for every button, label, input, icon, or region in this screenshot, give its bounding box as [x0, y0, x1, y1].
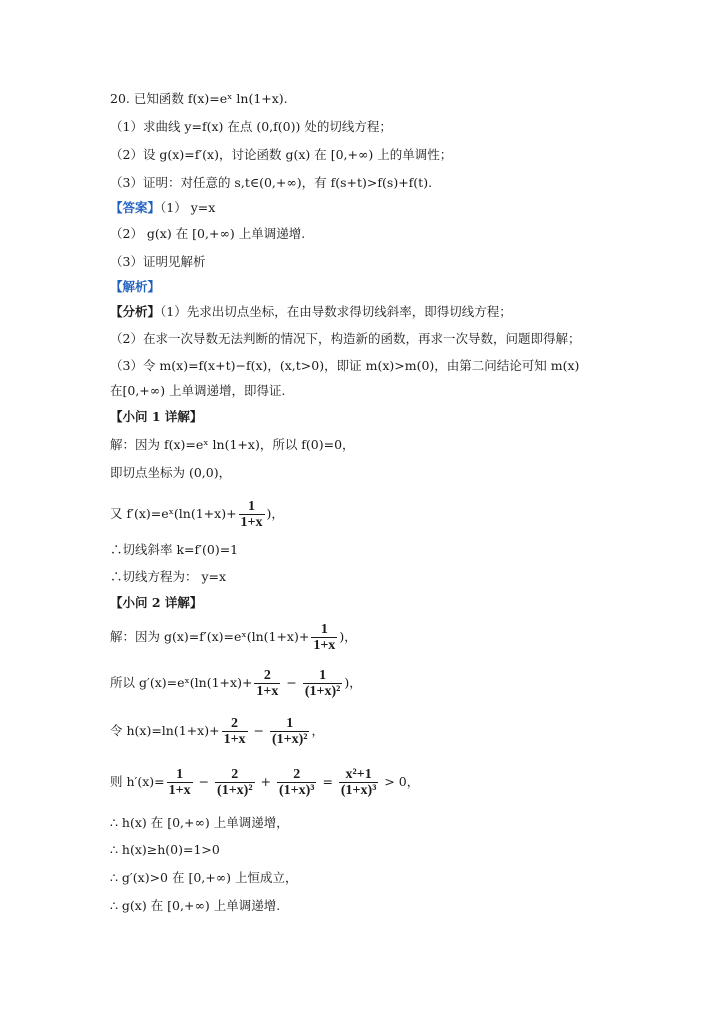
step-2e: ∴ h(x) 在 [0,+∞) 上单调递增，	[110, 815, 289, 830]
question-part-3: （3）证明：对任意的 s,t∈(0,+∞)，有 f(s+t)>f(s)+f(t).	[110, 175, 433, 190]
answer-2: （2） g(x) 在 [0,+∞) 上单调递增.	[110, 226, 306, 241]
step-2g: ∴ g′(x)>0 在 [0,+∞) 上恒成立，	[110, 870, 298, 885]
step-2a-text: 解：因为 g(x)=f′(x)=eˣ(ln(1+x)+	[110, 629, 310, 644]
denominator: 1+x	[313, 638, 336, 653]
answer-3: （3）证明见解析	[110, 254, 206, 269]
answer-tag: 【答案】	[110, 200, 161, 215]
question-part-1: （1）求曲线 y=f(x) 在点 (0,f(0)) 处的切线方程；	[110, 119, 392, 134]
fraction	[254, 668, 280, 699]
denominator: 1+x	[256, 684, 279, 699]
numerator: 1	[248, 499, 256, 514]
analysis-3b: 在[0,+∞) 上单调递增，即得证.	[110, 383, 286, 398]
denominator: (1+x)²	[304, 684, 341, 699]
analysis-3a: （3）令 m(x)=f(x+t)−f(x)，(x,t>0)，即证 m(x)>m(0)，由第二问结论可知 m(x)	[110, 358, 580, 373]
step-2d: 则 h′(x)= $\frac{1}{1+x}$ − $\frac{2}{\text{(1+x)²}}$ + $\frac{2}{\text{(1+x)³}}$ = $\frac{\text{x²+1}}{\text{(1+x)³}}$ > 0，	[110, 767, 420, 798]
numerator: 1	[319, 668, 327, 683]
step-1c-text: 又 f′(x)=eˣ(ln(1+x)+	[110, 506, 237, 521]
numerator: 1	[286, 716, 294, 731]
denominator: (1+x)³	[340, 783, 377, 798]
denominator: (1+x)²	[271, 732, 308, 747]
numerator: 2	[231, 716, 239, 731]
answer-1: （1） y=x	[160, 200, 216, 215]
fraction	[303, 668, 343, 699]
denominator: 1+x	[168, 783, 191, 798]
numerator: x²+1	[345, 767, 372, 782]
numerator: 1	[176, 767, 184, 782]
denominator: (1+x)³	[278, 783, 315, 798]
numerator: 2	[293, 767, 301, 782]
question-part-2: （2）设 g(x)=f′(x)，讨论函数 g(x) 在 [0,+∞) 上的单调性；	[110, 147, 453, 162]
step-2f: ∴ h(x)≥h(0)=1>0	[110, 842, 220, 857]
analysis-2: （2）在求一次导数无法判断的情况下，构造新的函数，再求一次导数，问题即得解；	[110, 331, 581, 346]
numerator: 1	[320, 622, 328, 637]
fraction	[167, 767, 193, 798]
step-2b-text: 所以 g′(x)=eˣ(ln(1+x)+	[110, 675, 253, 690]
step-1e: ∴切线方程为： y=x	[110, 569, 227, 584]
step-2c-text: 令 h(x)=ln(1+x)+	[110, 723, 220, 738]
step-2h: ∴ g(x) 在 [0,+∞) 上单调递增.	[110, 898, 281, 913]
step-1d: ∴切线斜率 k=f′(0)=1	[110, 542, 239, 557]
step-2b: 所以 g′(x)=eˣ(ln(1+x)+ $\frac{2}{1+x}$ − $\frac{1}{\text{(1+x)²}}$ )，	[110, 668, 362, 699]
fraction	[277, 767, 317, 798]
step-1b: 即切点坐标为 (0,0)，	[110, 465, 232, 480]
step-1c: 又 f′(x)=eˣ(ln(1+x)+ $\frac{1}{1+x}$ )，	[110, 499, 284, 530]
fraction	[270, 716, 310, 747]
numerator: 2	[231, 767, 239, 782]
step-2d-text: 则 h′(x)=	[110, 774, 165, 789]
question-20: 20. 已知函数 f(x)=eˣ ln(1+x).	[110, 91, 288, 106]
step-2c: 令 h(x)=ln(1+x)+ $\frac{2}{1+x}$ − $\frac{1}{\text{(1+x)²}}$ ，	[110, 716, 324, 747]
fraction	[215, 767, 255, 798]
denominator: (1+x)²	[217, 783, 253, 798]
answer-line-1	[110, 199, 684, 217]
jiexi-tag: 【解析】	[110, 279, 161, 294]
sub-question-1-heading: 【小问 1 详解】	[110, 409, 203, 424]
analysis-tag: 【分析】	[110, 304, 161, 319]
step-1a: 解：因为 f(x)=eˣ ln(1+x)，所以 f(0)=0，	[110, 437, 355, 452]
fraction	[222, 716, 248, 747]
denominator: 1+x	[223, 732, 246, 747]
fraction	[339, 767, 379, 798]
denominator: 1+x	[240, 515, 263, 530]
sub-question-2-heading: 【小问 2 详解】	[110, 595, 203, 610]
numerator: 2	[263, 668, 271, 683]
analysis-1: （1）先求出切点坐标，在由导数求得切线斜率，即得切线方程；	[160, 304, 512, 319]
fraction	[239, 499, 265, 530]
analysis-line-1	[110, 303, 684, 321]
fraction	[311, 622, 337, 653]
step-2a: 解：因为 g(x)=f′(x)=eˣ(ln(1+x)+ $\frac{1}{1+x}$ )，	[110, 622, 357, 653]
